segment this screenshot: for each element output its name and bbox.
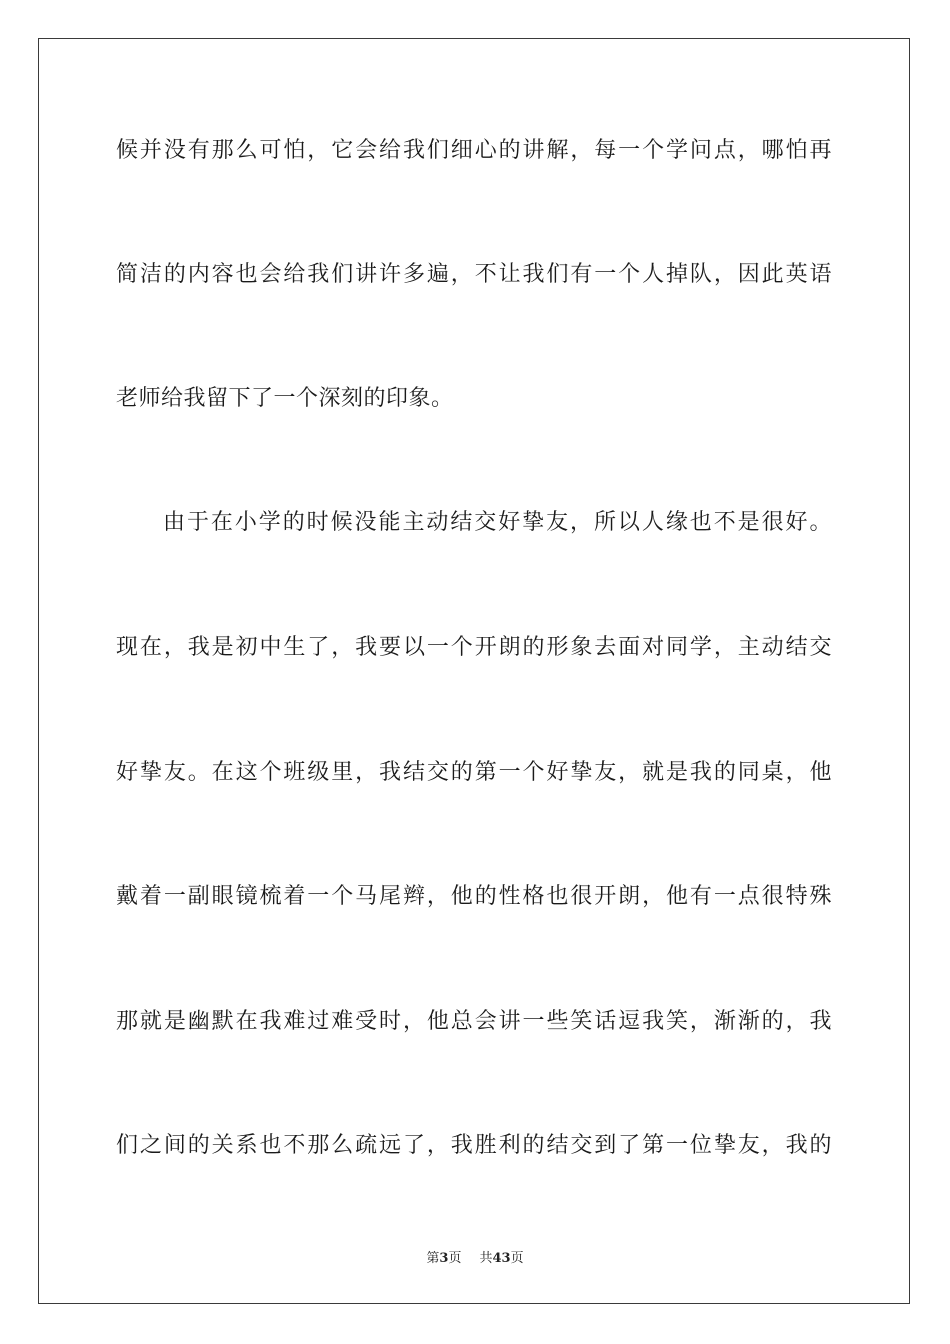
body-line-9: 们之间的关系也不那么疏远了，我胜利的结交到了第一位挚友，我的 xyxy=(116,1133,832,1158)
page-footer xyxy=(0,1250,950,1268)
page-suffix: 页 xyxy=(448,1251,462,1266)
page-prefix: 第 xyxy=(426,1251,440,1266)
body-line-5: 现在，我是初中生了，我要以一个开朗的形象去面对同学，主动结交 xyxy=(116,635,832,660)
page-number: 3 xyxy=(439,1251,449,1266)
body-line-1: 候并没有那么可怕，它会给我们细心的讲解，每一个学问点，哪怕再 xyxy=(116,138,832,163)
body-line-7: 戴着一副眼镜梳着一个马尾辫，他的性格也很开朗，他有一点很特殊 xyxy=(116,884,832,909)
total-suffix: 页 xyxy=(510,1251,524,1266)
body-line-4: 由于在小学的时候没能主动结交好挚友，所以人缘也不是很好。 xyxy=(163,510,832,535)
page-border xyxy=(38,38,910,1304)
body-line-3: 老师给我留下了一个深刻的印象。 xyxy=(116,386,454,411)
total-prefix: 共 xyxy=(479,1251,493,1266)
body-line-2: 简洁的内容也会给我们讲许多遍，不让我们有一个人掉队，因此英语 xyxy=(116,262,832,287)
total-pages: 43 xyxy=(492,1251,511,1266)
body-line-6: 好挚友。在这个班级里，我结交的第一个好挚友，就是我的同桌，他 xyxy=(116,760,832,785)
body-line-8: 那就是幽默在我难过难受时，他总会讲一些笑话逗我笑，渐渐的，我 xyxy=(116,1009,832,1034)
